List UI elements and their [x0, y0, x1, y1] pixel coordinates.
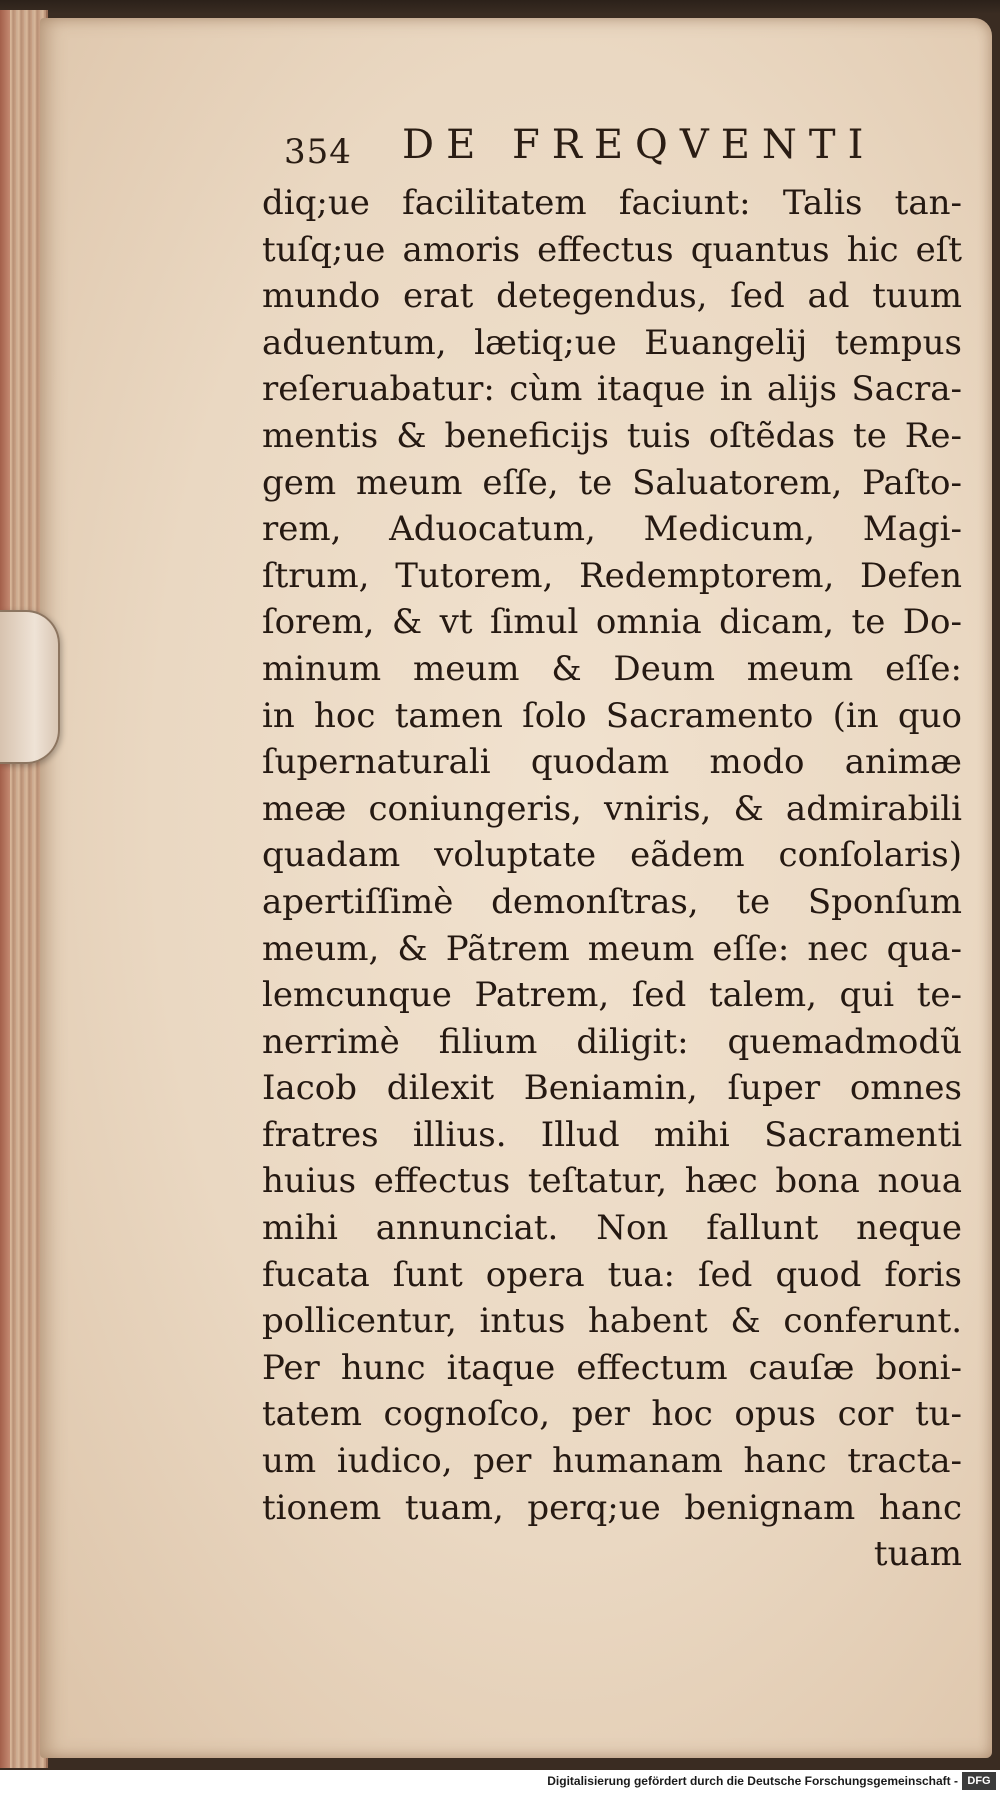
- digitization-credit: Digitalisierung gefördert durch die Deutsche Forschungsgemeinschaft -: [547, 1774, 958, 1788]
- text-line: mihi annunciat. Non fallunt neque: [262, 1208, 962, 1249]
- page-number: 354: [284, 132, 352, 172]
- text-line: nerrimè filium diligit: quemadmodũ: [262, 1021, 962, 1062]
- text-line: fratres illius. Illud mihi Sacramenti: [262, 1114, 962, 1155]
- text-line: ſtrum, Tutorem, Redemptorem, Defen: [262, 555, 962, 596]
- text-line: mentis & beneficijs tuis oſtẽdas te Re-: [262, 415, 962, 456]
- text-line: tuam: [873, 1534, 962, 1575]
- text-line: tuſq;ue amoris effectus quantus hic eſt: [262, 229, 962, 270]
- text-line: um iudico, per humanam hanc tracta-: [262, 1441, 962, 1482]
- text-line: aduentum, lætiq;ue Euangelij tempus: [262, 322, 962, 363]
- text-line: ſupernaturali quodam modo animæ: [262, 742, 962, 783]
- text-line: tionem tuam, perq;ue benignam hanc: [262, 1487, 962, 1528]
- footer-bar: [0, 1770, 1000, 1794]
- text-line: apertiſſimè demonſtras, te Sponſum: [262, 881, 962, 922]
- text-line: huius effectus teſtatur, hæc bona noua: [262, 1161, 962, 1202]
- text-line: gem meum eſſe, te Saluatorem, Paſto-: [262, 462, 962, 503]
- text-line: tatem cognoſco, per hoc opus cor tu-: [262, 1394, 962, 1435]
- body-text: [262, 180, 962, 1578]
- text-line: meum, & Pãtrem meum eſſe: nec qua-: [262, 928, 962, 969]
- text-line: pollicentur, intus habent & conferunt.: [262, 1301, 962, 1342]
- text-line: Per hunc itaque effectum cauſæ boni-: [262, 1347, 962, 1388]
- text-line: lemcunque Patrem, ſed talem, qui te-: [262, 975, 962, 1016]
- text-line: Iacob dilexit Beniamin, ſuper omnes: [262, 1068, 962, 1109]
- dfg-logo: DFG: [962, 1772, 996, 1790]
- text-line: rem, Aduocatum, Medicum, Magi-: [262, 509, 962, 550]
- text-line: minum meum & Deum meum eſſe:: [262, 648, 962, 689]
- page-clip: [0, 610, 60, 764]
- text-line: diq;ue facilitatem faciunt: Talis tan-: [262, 183, 962, 223]
- running-head: [284, 122, 984, 182]
- text-line: quadam voluptate eãdem conſolaris): [262, 835, 962, 876]
- text-line: meæ coniungeris, vniris, & admirabili: [262, 788, 962, 829]
- text-line: ſorem, & vt ſimul omnia dicam, te Do-: [262, 602, 962, 643]
- text-line: in hoc tamen ſolo Sacramento (in quo: [262, 695, 962, 736]
- text-line: reſeruabatur: cùm itaque in alijs Sacra-: [262, 369, 962, 410]
- text-line: mundo erat detegendus, ſed ad tuum: [262, 276, 962, 317]
- running-head-title: DE FREQVENTI: [402, 122, 876, 168]
- text-line: fucata ſunt opera tua: ſed quod foris: [262, 1254, 962, 1295]
